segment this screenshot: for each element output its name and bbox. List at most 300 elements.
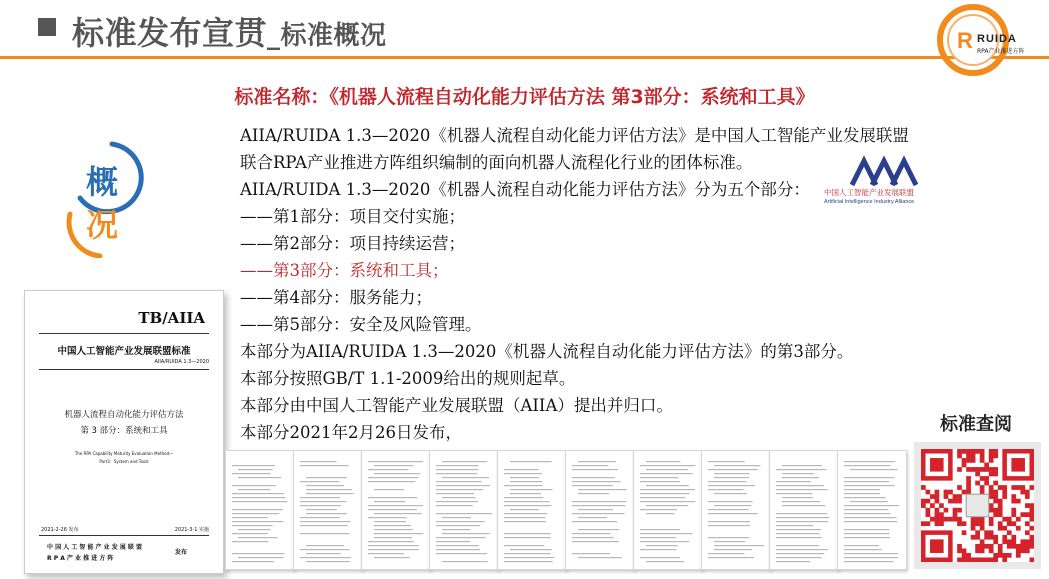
qr-module <box>948 499 953 504</box>
page-text-line <box>442 561 488 562</box>
body-line-3: AIIA/RUIDA 1.3—2020《机器人流程自动化能力评估方法》分为五个部分： <box>240 180 810 199</box>
qr-module <box>1020 539 1025 544</box>
page-text-line <box>442 529 470 530</box>
qr-module <box>975 449 980 454</box>
qr-module <box>989 458 994 463</box>
page-text-line <box>782 477 819 478</box>
qr-module <box>989 472 994 477</box>
page-text-line <box>306 489 352 490</box>
page-text-line <box>306 509 337 510</box>
qr-module <box>957 449 962 454</box>
qr-module <box>1020 548 1025 553</box>
qr-module <box>993 490 998 495</box>
page-text-line <box>442 533 490 534</box>
page-text-line <box>776 489 828 490</box>
qr-module <box>980 449 985 454</box>
page-text-line <box>844 485 895 486</box>
page-text-line <box>368 549 419 550</box>
cover-rule-2 <box>39 369 209 370</box>
page-text-line <box>844 497 886 498</box>
page-text-line <box>844 481 889 482</box>
page-text-line <box>850 501 888 502</box>
page-text-line <box>714 465 760 466</box>
qr-code-frame[interactable] <box>914 442 1041 569</box>
page-text-line <box>844 533 889 534</box>
qr-module <box>921 499 926 504</box>
qr-module <box>962 458 967 463</box>
qr-module <box>962 463 967 468</box>
page-text-line <box>374 513 422 514</box>
cover-rule-3 <box>39 535 209 536</box>
page-text-line <box>578 517 607 518</box>
page-text-line <box>844 545 879 546</box>
qr-module <box>993 454 998 459</box>
qr-module <box>966 449 971 454</box>
page-thumbnail <box>293 450 363 570</box>
qr-module <box>1002 539 1007 544</box>
qr-module <box>993 535 998 540</box>
qr-module <box>980 521 985 526</box>
page-text-line <box>368 477 418 478</box>
page-text-line <box>232 509 283 510</box>
page-text-line <box>300 505 341 506</box>
qr-module <box>993 508 998 513</box>
qr-module <box>926 499 931 504</box>
page-text-line <box>640 473 693 474</box>
cover-issuer-1: 中 国 人 工 智 能 产 业 发 展 联 盟 <box>47 544 142 551</box>
page-text-line <box>300 461 337 462</box>
page-text-line <box>504 517 545 518</box>
aiia-logo-cn: 中国人工智能产业发展联盟 <box>824 188 914 197</box>
qr-module <box>993 472 998 477</box>
qr-module <box>1002 485 1007 490</box>
page-thumbnail-lines <box>362 451 430 569</box>
page-text-line <box>436 541 470 542</box>
page-text-line <box>436 465 478 466</box>
qr-module <box>989 548 994 553</box>
qr-module <box>1002 490 1007 495</box>
page-text-line <box>782 505 825 506</box>
qr-module <box>926 521 931 526</box>
page-text-line <box>238 529 271 530</box>
qr-module <box>993 467 998 472</box>
page-text-line <box>300 497 340 498</box>
page-text-line <box>708 509 749 510</box>
page-text-line <box>572 485 613 486</box>
qr-module <box>930 503 935 508</box>
page-text-line <box>238 557 283 558</box>
qr-module <box>1025 512 1030 517</box>
page-text-line <box>374 533 423 534</box>
page-text-line <box>504 561 553 562</box>
page-text-line <box>844 561 893 562</box>
page-text-line <box>640 549 677 550</box>
page-thumbnail <box>429 450 499 570</box>
page-text-line <box>306 545 344 546</box>
page-text-line <box>844 557 898 558</box>
page-title-sub: _标准概况 <box>267 21 387 51</box>
qr-module <box>1025 544 1030 549</box>
page-text-line <box>776 549 828 550</box>
page-text-line <box>232 493 284 494</box>
qr-module <box>980 544 985 549</box>
qr-finder-pattern <box>930 539 944 553</box>
qr-module <box>975 544 980 549</box>
aiia-logo-en: Artificial Intelligence Industry Alliance <box>824 199 915 205</box>
qr-module <box>1011 544 1016 549</box>
page-text-line <box>844 537 890 538</box>
standard-cover-image <box>24 290 224 574</box>
cover-title-1: 机器人流程自动化能力评估方法 <box>64 410 184 420</box>
qr-module <box>944 517 949 522</box>
page-text-line <box>232 541 268 542</box>
page-text-line <box>306 477 347 478</box>
qr-module <box>998 553 1003 558</box>
qr-module <box>971 517 976 522</box>
qr-module <box>993 512 998 517</box>
page-text-line <box>640 501 695 502</box>
page-text-line <box>436 505 473 506</box>
qr-module <box>980 526 985 531</box>
qr-finder-pattern <box>1011 458 1025 472</box>
qr-module <box>980 476 985 481</box>
qr-module <box>1025 539 1030 544</box>
page-text-line <box>776 529 821 530</box>
page-text-line <box>572 533 611 534</box>
page-text-line <box>714 505 751 506</box>
qr-module <box>935 499 940 504</box>
page-text-line <box>368 469 408 470</box>
page-text-line <box>368 505 423 506</box>
qr-module <box>993 539 998 544</box>
qr-module <box>953 499 958 504</box>
qr-module <box>957 499 962 504</box>
qr-module <box>1016 499 1021 504</box>
body-line-12: 本部分2021年2月26日发布， <box>240 423 462 442</box>
qr-module <box>971 454 976 459</box>
qr-module <box>948 517 953 522</box>
qr-module <box>953 508 958 513</box>
qr-module <box>971 526 976 531</box>
qr-module <box>953 494 958 499</box>
qr-module <box>939 503 944 508</box>
overview-char-2: 况 <box>86 206 119 244</box>
qr-module <box>989 467 994 472</box>
qr-module <box>971 521 976 526</box>
page-text-line <box>844 513 891 514</box>
ruida-logo-name: RUIDA <box>977 33 1017 45</box>
qr-module <box>1025 494 1030 499</box>
qr-module <box>971 535 976 540</box>
body-line-6-highlight: ——第3部分：系统和工具； <box>240 261 449 280</box>
cover-issuer-2: R P A 产 业 推 进 方 阵 <box>47 555 114 562</box>
page-text-line <box>714 545 764 546</box>
qr-module <box>1007 521 1012 526</box>
qr-module <box>1016 526 1021 531</box>
page-text-line <box>300 549 350 550</box>
page-text-line <box>232 513 279 514</box>
qr-module <box>984 544 989 549</box>
qr-module <box>984 557 989 562</box>
qr-module <box>975 521 980 526</box>
qr-module <box>1029 517 1034 522</box>
qr-module <box>989 454 994 459</box>
page-text-line <box>232 473 271 474</box>
page-text-line <box>844 549 882 550</box>
page-text-line <box>436 537 486 538</box>
page-text-line <box>510 493 541 494</box>
qr-module <box>962 548 967 553</box>
qr-module <box>957 548 962 553</box>
page-text-line <box>578 529 619 530</box>
qr-module <box>957 517 962 522</box>
page-text-line <box>368 509 417 510</box>
qr-code[interactable] <box>921 449 1034 562</box>
qr-module <box>966 481 971 486</box>
qr-module <box>966 454 971 459</box>
ruida-logo <box>935 2 1047 80</box>
qr-module <box>975 557 980 562</box>
qr-module <box>998 503 1003 508</box>
qr-module <box>989 494 994 499</box>
qr-module <box>989 490 994 495</box>
qr-module <box>993 494 998 499</box>
qr-module <box>989 517 994 522</box>
cover-en-2: Part3：System and Tools <box>99 459 149 464</box>
qr-module <box>966 458 971 463</box>
page-text-line <box>442 517 471 518</box>
qr-module <box>926 508 931 513</box>
qr-module <box>1002 557 1007 562</box>
qr-module <box>980 517 985 522</box>
page-thumbnail-lines <box>294 451 362 569</box>
qr-module <box>1029 544 1034 549</box>
page-thumbnail-lines <box>226 451 294 569</box>
page-text-line <box>776 561 810 562</box>
page-text-line <box>776 493 812 494</box>
page-text-line <box>510 477 539 478</box>
qr-center-logo <box>966 494 989 517</box>
qr-module <box>998 521 1003 526</box>
page-thumbnail <box>361 450 431 570</box>
cover-en-1: The RPA Capability Maturity Evaluation Method— <box>74 451 174 456</box>
page-text-line <box>776 513 827 514</box>
qr-module <box>957 494 962 499</box>
qr-module <box>980 557 985 562</box>
qr-module <box>1029 557 1034 562</box>
page-text-line <box>782 497 813 498</box>
qr-module <box>962 557 967 562</box>
qr-module <box>989 485 994 490</box>
page-title-main: 标准发布宣贯 <box>72 14 268 52</box>
page-text-line <box>578 493 609 494</box>
page-text-line <box>436 549 480 550</box>
page-text-line <box>368 481 415 482</box>
page-text-line <box>436 469 478 470</box>
body-line-10: 本部分按照GB/T 1.1-2009给出的规则起草。 <box>240 369 576 388</box>
qr-module <box>989 544 994 549</box>
overview-badge <box>60 138 160 262</box>
qr-module <box>1007 530 1012 535</box>
qr-module <box>939 517 944 522</box>
page-text-line <box>510 509 539 510</box>
qr-module <box>980 485 985 490</box>
qr-module <box>1029 508 1034 513</box>
qr-module <box>1020 512 1025 517</box>
qr-module <box>926 490 931 495</box>
qr-module <box>998 508 1003 513</box>
page-text-line <box>578 461 616 462</box>
qr-module <box>1007 517 1012 522</box>
qr-module <box>998 485 1003 490</box>
qr-module <box>944 494 949 499</box>
page-text-line <box>714 541 745 542</box>
page-text-line <box>850 469 897 470</box>
qr-module <box>962 530 967 535</box>
page-text-line <box>238 489 270 490</box>
qr-module <box>1002 517 1007 522</box>
qr-module <box>944 508 949 513</box>
page-text-line <box>504 533 551 534</box>
qr-module <box>1025 490 1030 495</box>
qr-module <box>957 521 962 526</box>
qr-module <box>935 512 940 517</box>
page-text-line <box>436 525 480 526</box>
qr-module <box>1002 494 1007 499</box>
page-text-line <box>708 489 744 490</box>
ruida-logo-sub: RPA产业推进方阵 <box>977 48 1025 55</box>
page-thumbnail-lines <box>566 451 634 569</box>
page-text-line <box>232 497 285 498</box>
cover-issued: 发布 <box>175 549 188 556</box>
page-title <box>72 8 387 54</box>
qr-finder-pattern <box>930 458 944 472</box>
page-text-line <box>510 549 552 550</box>
qr-module <box>1002 535 1007 540</box>
qr-module <box>980 454 985 459</box>
qr-module <box>998 548 1003 553</box>
qr-module <box>962 553 967 558</box>
qr-module <box>1029 535 1034 540</box>
page-text-line <box>504 485 543 486</box>
page-text-line <box>572 553 610 554</box>
page-text-line <box>504 513 547 514</box>
page-text-line <box>844 489 880 490</box>
qr-module <box>966 485 971 490</box>
page-text-line <box>782 465 822 466</box>
page-text-line <box>300 557 351 558</box>
qr-module <box>935 490 940 495</box>
page-text-line <box>646 561 684 562</box>
document-page-thumbnails <box>225 450 910 572</box>
page-thumbnail-lines <box>634 451 702 569</box>
qr-module <box>984 476 989 481</box>
page-text-line <box>714 473 750 474</box>
overview-char-1: 概 <box>86 163 119 201</box>
page-text-line <box>232 561 274 562</box>
qr-module <box>1016 544 1021 549</box>
qr-module <box>1029 503 1034 508</box>
page-text-line <box>306 513 347 514</box>
page-text-line <box>776 469 826 470</box>
page-text-line <box>844 477 895 478</box>
qr-module <box>1025 548 1030 553</box>
page-text-line <box>640 541 689 542</box>
qr-module <box>975 472 980 477</box>
page-text-line <box>374 501 405 502</box>
page-text-line <box>232 525 273 526</box>
qr-module <box>993 499 998 504</box>
qr-module <box>980 539 985 544</box>
page-text-line <box>776 553 824 554</box>
qr-module <box>1007 544 1012 549</box>
page-text-line <box>646 545 678 546</box>
page-text-line <box>442 461 487 462</box>
page-text-line <box>776 521 828 522</box>
page-text-line <box>646 513 674 514</box>
qr-module <box>989 503 994 508</box>
page-text-line <box>306 485 344 486</box>
page-text-line <box>708 469 758 470</box>
qr-module <box>1020 544 1025 549</box>
qr-module <box>1020 485 1025 490</box>
page-thumbnail <box>633 450 703 570</box>
qr-module <box>993 449 998 454</box>
page-text-line <box>640 529 680 530</box>
page-text-line <box>238 537 278 538</box>
page-text-line <box>640 497 685 498</box>
qr-module <box>957 467 962 472</box>
page-text-line <box>844 509 888 510</box>
page-text-line <box>374 529 413 530</box>
qr-module <box>957 508 962 513</box>
page-text-line <box>844 505 899 506</box>
page-text-line <box>232 553 284 554</box>
page-text-line <box>504 545 544 546</box>
page-text-line <box>844 461 895 462</box>
qr-module <box>1025 521 1030 526</box>
qr-module <box>984 463 989 468</box>
page-text-line <box>640 537 676 538</box>
page-thumbnail-lines <box>498 451 566 569</box>
page-text-line <box>504 473 542 474</box>
qr-title: 标准查阅 <box>940 414 1012 435</box>
page-text-line <box>436 493 474 494</box>
qr-module <box>1029 485 1034 490</box>
qr-module <box>984 481 989 486</box>
page-text-line <box>640 509 677 510</box>
page-thumbnail <box>225 450 295 570</box>
qr-module <box>980 548 985 553</box>
qr-module <box>1025 503 1030 508</box>
page-text-line <box>572 513 625 514</box>
qr-module <box>966 553 971 558</box>
qr-module <box>1011 535 1016 540</box>
page-text-line <box>782 501 820 502</box>
page-text-line <box>368 545 419 546</box>
page-text-line <box>368 461 423 462</box>
header-divider <box>0 56 1049 59</box>
qr-module <box>1016 517 1021 522</box>
page-text-line <box>646 505 688 506</box>
page-text-line <box>232 517 268 518</box>
qr-module <box>1016 553 1021 558</box>
qr-module <box>1011 508 1016 513</box>
page-text-line <box>714 493 747 494</box>
qr-module <box>957 454 962 459</box>
body-line-5: ——第2部分：项目持续运营； <box>240 234 465 253</box>
page-text-line <box>368 541 414 542</box>
